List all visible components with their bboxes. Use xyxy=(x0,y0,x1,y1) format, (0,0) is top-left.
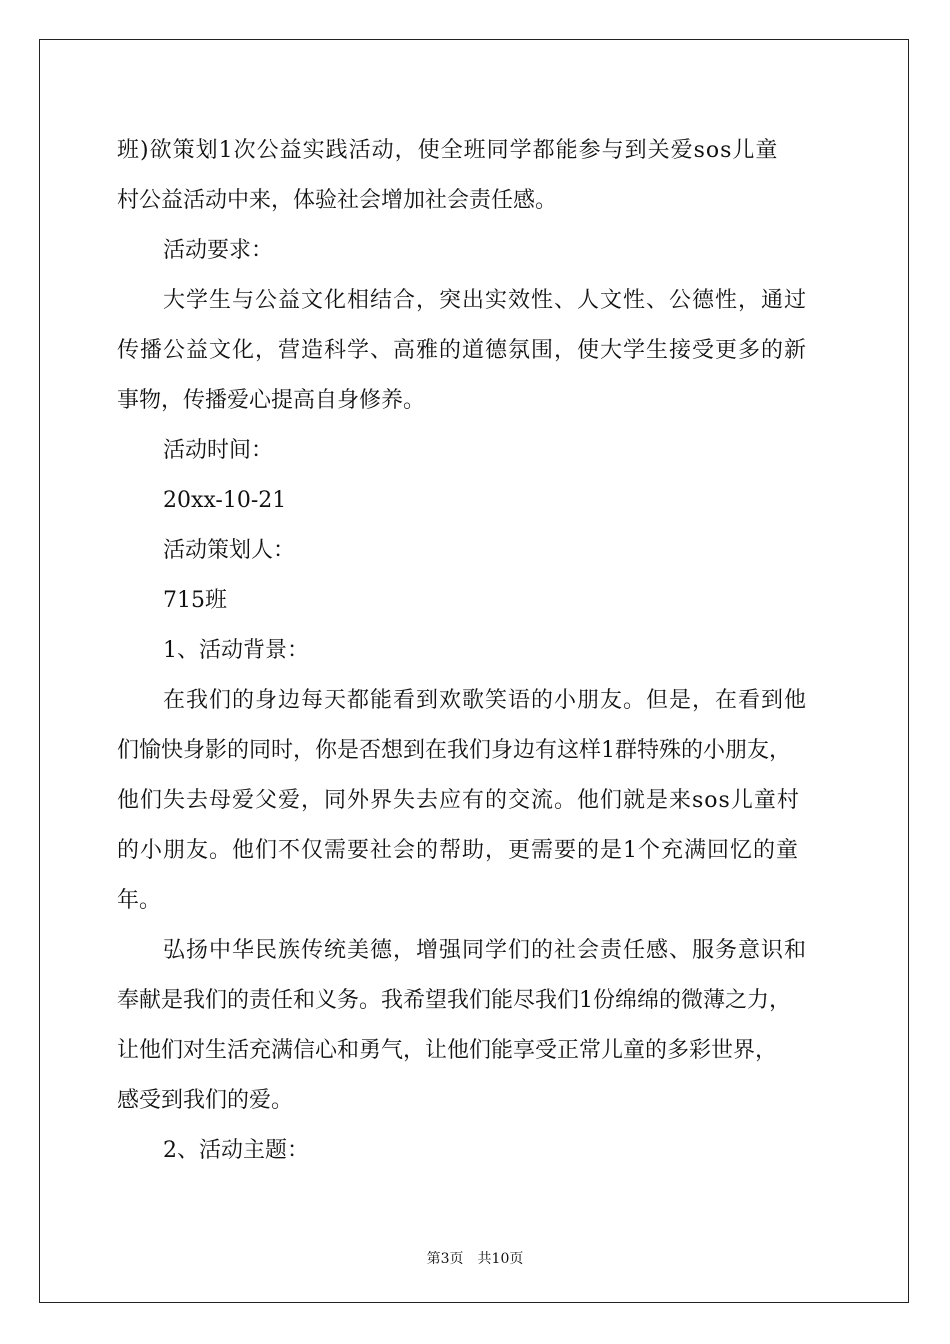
page-number: 第3页 xyxy=(426,1251,464,1267)
text-line: 的小朋友。他们不仅需要社会的帮助，更需要的是1个充满回忆的童 xyxy=(117,838,799,863)
page-total: 共10页 xyxy=(477,1251,524,1267)
text-line: 他们失去母爱父爱，同外界失去应有的交流。他们就是来sos儿童村 xyxy=(117,788,800,813)
text-line: 感受到我们的爱。 xyxy=(117,1088,294,1113)
text-line: 事物，传播爱心提高自身修养。 xyxy=(117,388,426,413)
page-footer xyxy=(0,1248,950,1268)
text-line: 年。 xyxy=(117,888,162,913)
text-line: 传播公益文化，营造科学、高雅的道德氛围，使大学生接受更多的新 xyxy=(117,338,808,363)
text-line: 让他们对生活充满信心和勇气，让他们能享受正常儿童的多彩世界， xyxy=(117,1038,778,1063)
section-label: 活动时间： xyxy=(163,438,274,463)
section-label: 活动策划人： xyxy=(163,538,296,563)
text-line: 大学生与公益文化相结合，突出实效性、人文性、公德性，通过 xyxy=(163,288,808,313)
text-line: 们愉快身影的同时，你是否想到在我们身边有这样1群特殊的小朋友， xyxy=(117,738,791,763)
text-line: 村公益活动中来，体验社会增加社会责任感。 xyxy=(117,188,558,213)
planner-value: 715班 xyxy=(163,588,227,613)
section-label: 活动要求： xyxy=(163,238,274,263)
text-line: 班)欲策划1次公益实践活动，使全班同学都能参与到关爱sos儿童 xyxy=(117,138,779,163)
section-heading: 2、活动主题： xyxy=(163,1138,309,1163)
section-heading: 1、活动背景： xyxy=(163,638,309,663)
date-value: 20xx-10-21 xyxy=(163,488,287,513)
text-line: 奉献是我们的责任和义务。我希望我们能尽我们1份绵绵的微薄之力， xyxy=(117,988,791,1013)
text-line: 在我们的身边每天都能看到欢歌笑语的小朋友。但是，在看到他 xyxy=(163,688,808,713)
text-line: 弘扬中华民族传统美德，增强同学们的社会责任感、服务意识和 xyxy=(163,938,808,963)
